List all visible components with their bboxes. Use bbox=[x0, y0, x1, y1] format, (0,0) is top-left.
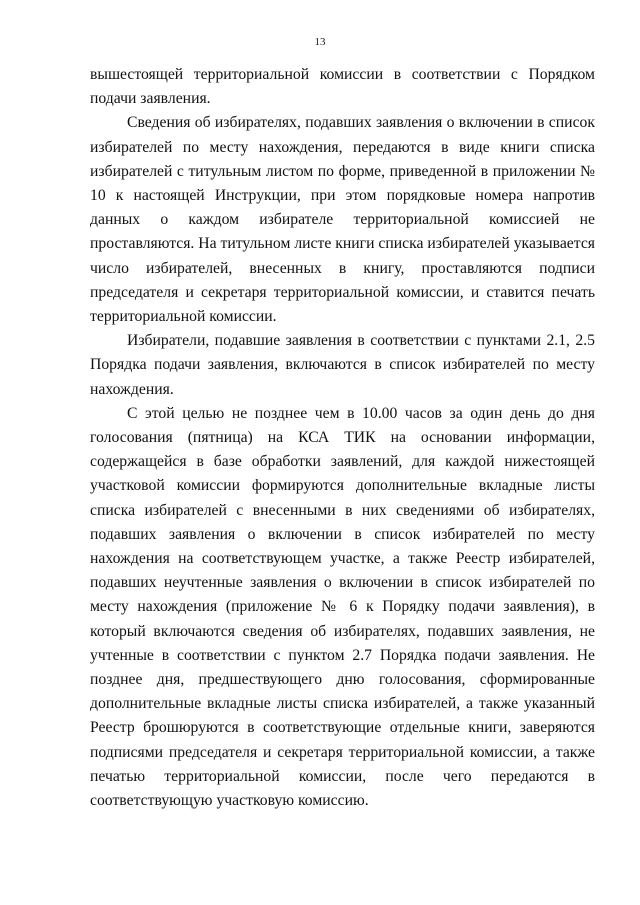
page-number: 13 bbox=[314, 36, 326, 48]
paragraph-voters-included: Избиратели, подавшие заявления в соответствии с пунктами 2.1, 2.5 Порядка подачи заявления, включаются в список избирателей по месту нахождения. bbox=[90, 332, 595, 398]
paragraph-procedure: С этой целью не позднее чем в 10.00 часов за один день до дня голосования (пятница) на КСА ТИК на основании информации, содержащейся в базе обработки заявлений, для каждой нижестоящей участковой комиссии формируются дополнительные вкладные листы списка избирателей с внесенными в них сведениями об избирателях, подавших заявления о включении в список избирателей по месту нахождения на соответствующем участке, а также Реестр избирателей, подавших неучтенные заявления о включении в список избирателей по месту нахождения (приложение № 6 к Порядку подачи заявления), в который включаются сведения об избирателях, подавших заявления, не учтенные в соответствии с пунктом 2.7 Порядка подачи заявления. Не позднее дня, предшествующего дню голосования, сформированные дополнительные вкладные листы списка избирателей, а также указанный Реестр брошюруются в соответствующие отдельные книги, заверяются подписями председателя и секретаря территориальной комиссии, а также печатью территориальной комиссии, после чего передаются в соответствующую участковую комиссию. bbox=[90, 404, 595, 810]
paragraph-continuation: вышестоящей территориальной комиссии в соответствии с Порядком подачи заявления. bbox=[90, 66, 595, 108]
paragraph-voter-info-book: Сведения об избирателях, подавших заявления о включении в список избирателей по месту нахождения, передаются в виде книги списка избирателей с титульным листом по форме, приведенной в приложении № 10 к настоящей Инструкции, при этом порядковые номера напротив данных о каждом избирателе территориальной комиссией не проставляются. На титульном листе книги списка избирателей указывается число избирателей, внесенных в книгу, проставляются подписи председателя и секретаря территориальной комиссии, и ставится печать территориальной комиссии. bbox=[90, 114, 595, 326]
document-body bbox=[90, 63, 595, 813]
